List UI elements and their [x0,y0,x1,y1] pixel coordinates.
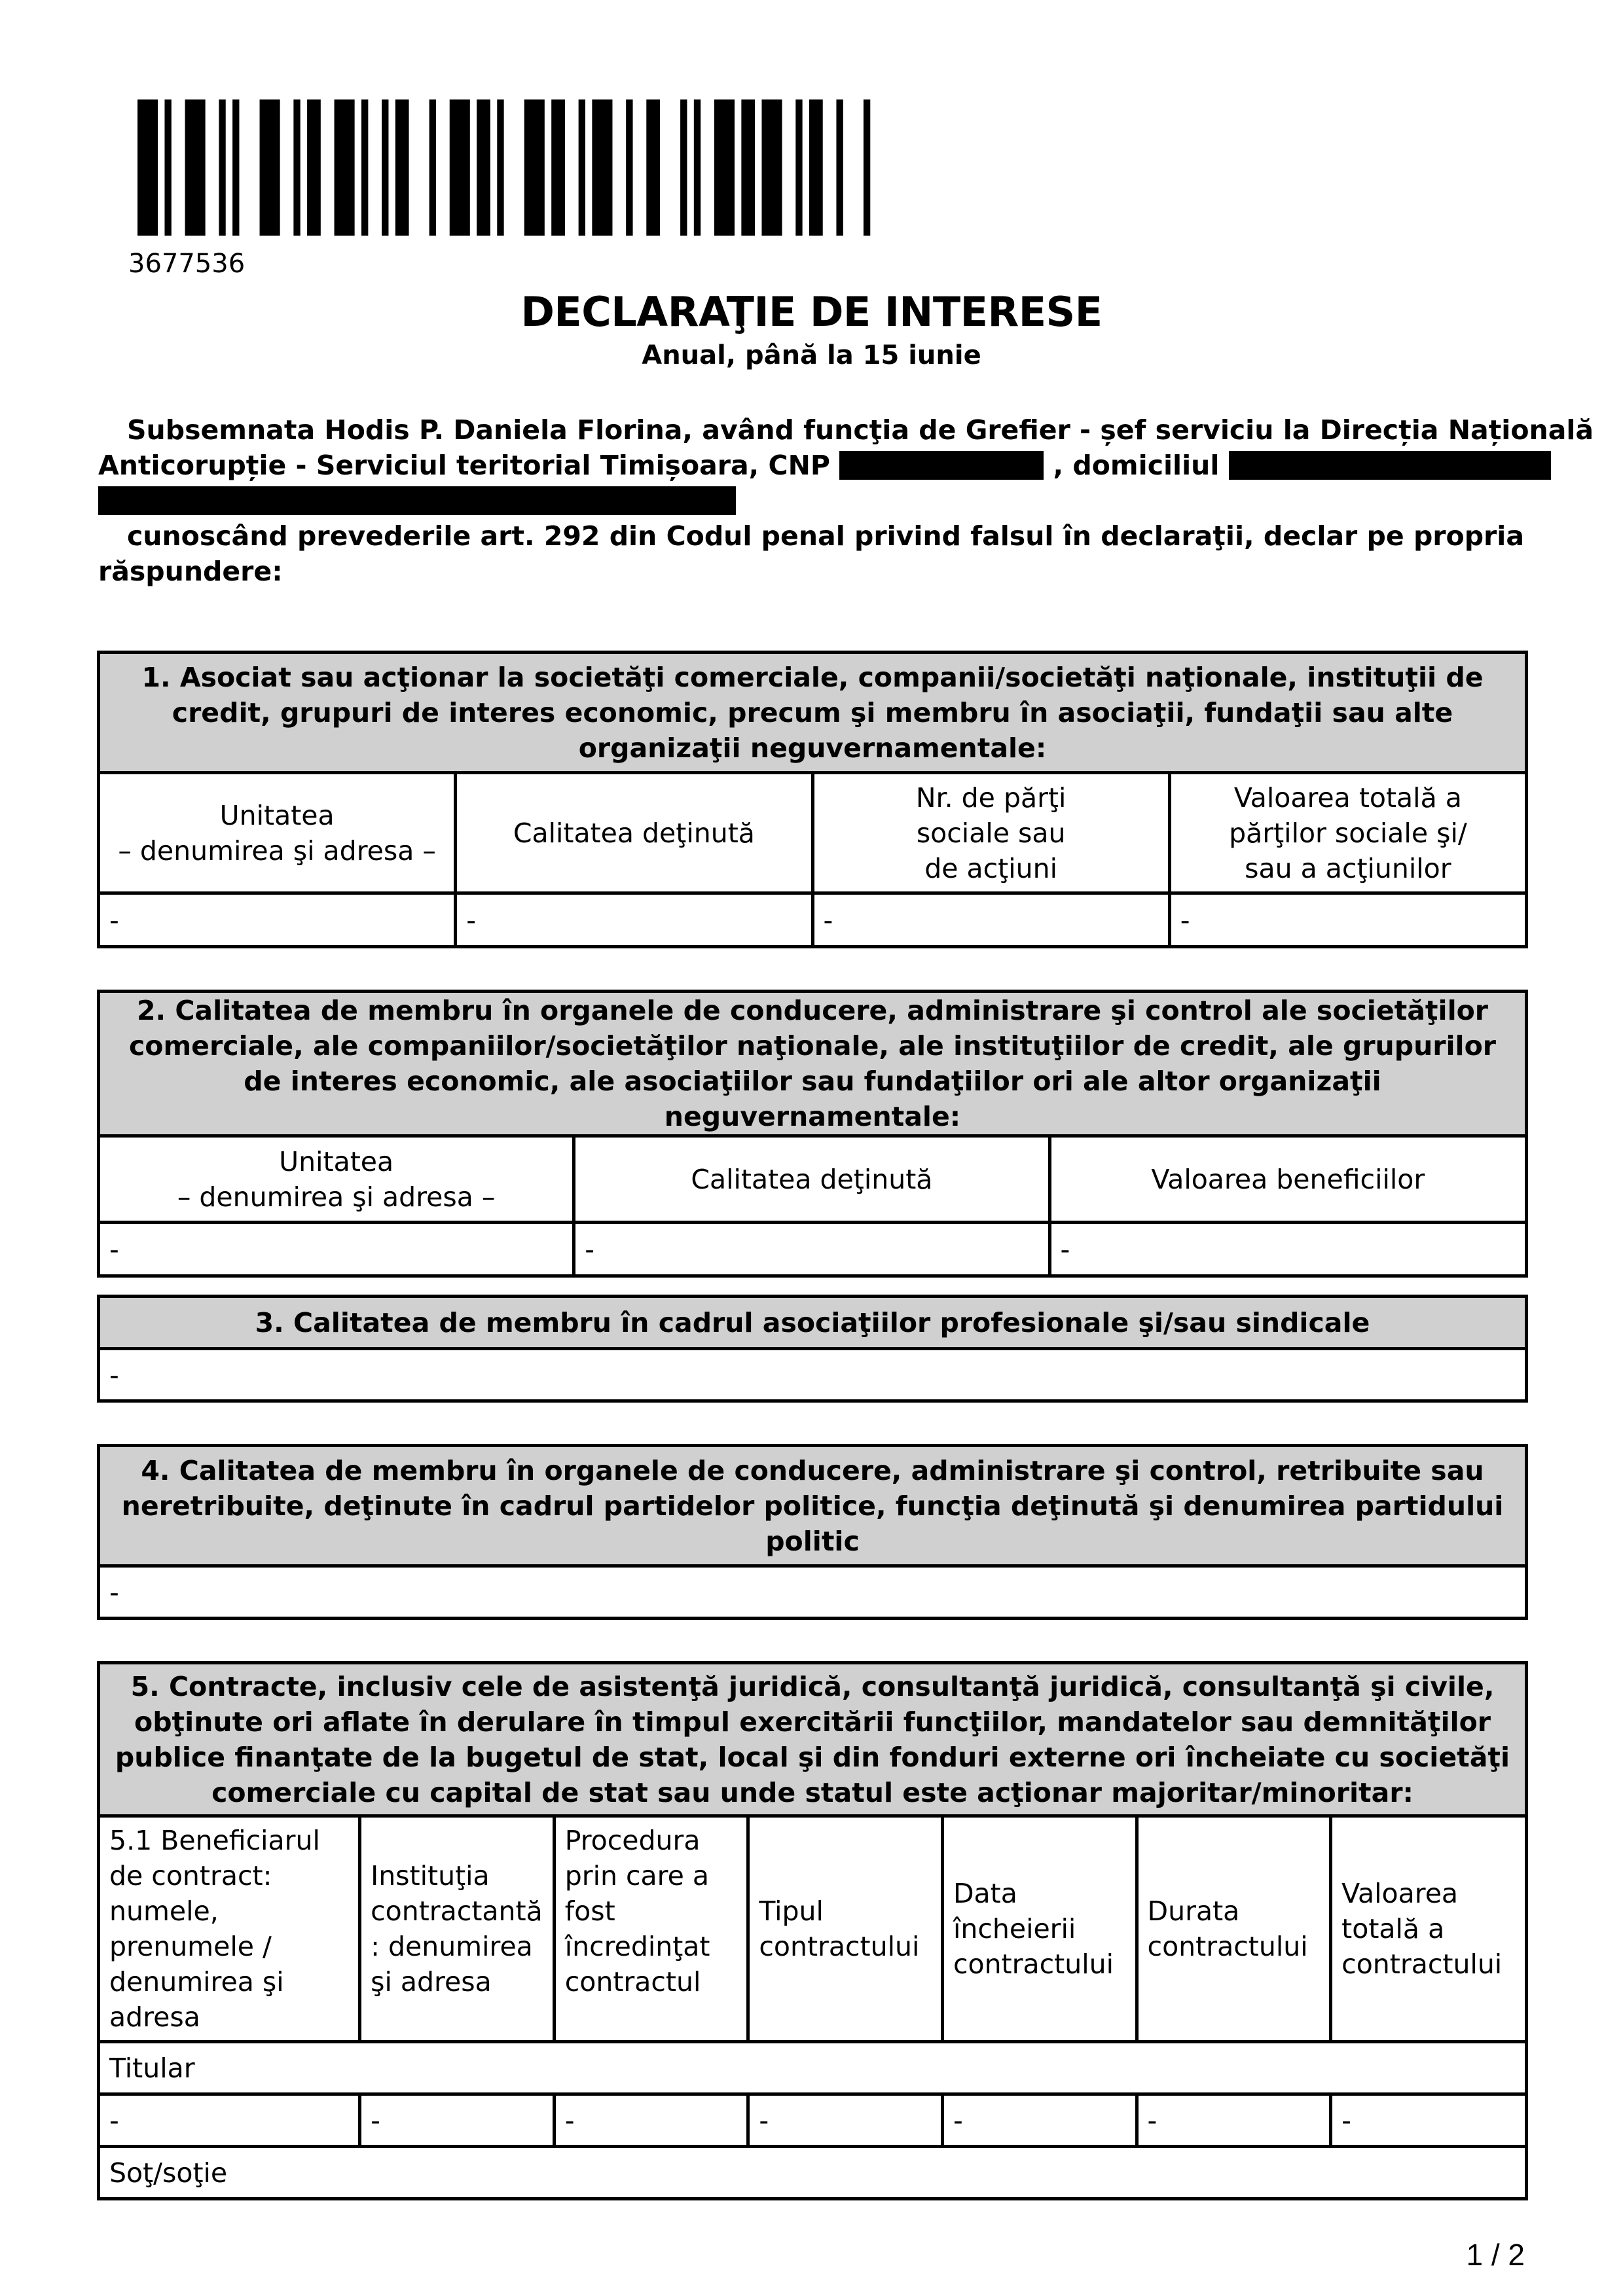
declaration-line-1: cunoscând prevederile art. 292 din Codul penal privind falsul în declaraţii, declar pe propria [127,520,1524,552]
col-contract-type: Tipul contractului [748,1816,943,2042]
col-beneficiary: 5.1 Beneficiarul de contract: numele, prenumele / denumirea şi adresa [99,1816,360,2042]
section-3-table [97,1295,1528,1403]
table-cell: - [812,893,1169,947]
declaration-line-2: răspundere: [98,556,283,587]
col-shares-value: Valoarea totală a părţilor sociale şi/ sau a acţiunilor [1169,773,1526,893]
intro-paragraph [98,412,1594,518]
document-subtitle: Anual, până la 15 iunie [642,340,981,370]
table-cell: - [456,893,812,947]
intro-line-2-domicile: , domiciliul [1053,450,1220,481]
section-3-header: 3. Calitatea de membru în cadrul asociaţiilor profesionale şi/sau sindicale [99,1297,1527,1349]
section-4-header: 4. Calitatea de membru în organele de conducere, administrare şi control, retribuite sau neretribuite, deţinute în cadrul partidelor politice, funcţia deţinută şi denumirea partidului politic [99,1446,1527,1566]
col-role: Calitatea deţinută [574,1136,1049,1223]
section-4-table [97,1444,1528,1620]
table-cell: - [1169,893,1526,947]
redacted-cnp [839,451,1044,480]
intro-line-3 [98,483,1532,518]
table-cell: - [360,2094,555,2147]
intro-line-2 [98,448,1532,483]
col-contracting-institution: Instituţia contractantă : denumirea şi adresa [360,1816,555,2042]
col-contract-date: Data încheierii contractului [942,1816,1137,2042]
col-unit: Unitatea – denumirea şi adresa – [99,773,456,893]
section-2-header: 2. Calitatea de membru în organele de conducere, administrare şi control ale societăţilor comerciale, ale companiilor/societăţilor naţionale, ale instituţiilor de credit, ale grupurilor de interes economic, ale asociaţiilor sau fundaţiilor ori ale altor organizaţii neguvernamentale: [99,992,1527,1136]
col-procedure: Procedura prin care a fost încredinţat contractul [554,1816,748,2042]
section-5-table [97,1661,1528,2200]
table-cell: - [942,2094,1137,2147]
table-cell: - [1049,1223,1526,1276]
table-cell: - [554,2094,748,2147]
col-shares-count: Nr. de părţi sociale sau de acţiuni [812,773,1169,893]
table-cell: - [99,1223,574,1276]
col-role: Calitatea deţinută [456,773,812,893]
table-cell: - [99,2094,360,2147]
table-cell: - [1331,2094,1527,2147]
redacted-address-cont [98,486,736,515]
intro-line-2-text: Anticorupție - Serviciul teritorial Timișoara, CNP [98,450,830,481]
intro-line-1: Subsemnata Hodis P. Daniela Florina, având funcţia de Grefier - șef serviciu la Direcția Națională [127,414,1594,446]
col-unit: Unitatea – denumirea şi adresa – [99,1136,574,1223]
section-5-header: 5. Contracte, inclusiv cele de asistenţă juridică, consultanţă juridică, consultanţă şi civile, obţinute ori aflate în derulare în timpul exercitării funcţiilor, mandatelor sau demnităţilor publice finanţate de la bugetul de stat, local şi din fonduri externe ori încheiate cu societăţi comerciale cu capital de stat sau unde statul este acţionar majoritar/minoritar: [99,1663,1527,1816]
section-2-table [97,990,1528,1278]
col-contract-duration: Durata contractului [1137,1816,1331,2042]
col-contract-value: Valoarea totală a contractului [1331,1816,1527,2042]
table-cell: - [99,1566,1527,1619]
barcode [137,99,884,236]
col-benefits-value: Valoarea beneficiilor [1049,1136,1526,1223]
group-spouse: Soţ/soţie [99,2147,1527,2199]
barcode-number: 3677536 [128,249,246,279]
group-titular: Titular [99,2042,1527,2094]
document-title: DECLARAŢIE DE INTERESE [520,288,1103,336]
table-cell: - [748,2094,943,2147]
table-cell: - [99,893,456,947]
table-cell: - [1137,2094,1331,2147]
section-1-table [97,651,1528,948]
section-1-header: 1. Asociat sau acţionar la societăţi comerciale, companii/societăţi naţionale, instituţii de credit, grupuri de interes economic, precum şi membru în asociaţii, fundaţii sau alte organizaţii neguvernamentale: [99,653,1527,773]
page-number: 1 / 2 [1466,2238,1525,2272]
table-cell: - [99,1349,1527,1401]
table-cell: - [574,1223,1049,1276]
declaration-paragraph [98,518,1532,589]
redacted-address [1229,451,1551,480]
